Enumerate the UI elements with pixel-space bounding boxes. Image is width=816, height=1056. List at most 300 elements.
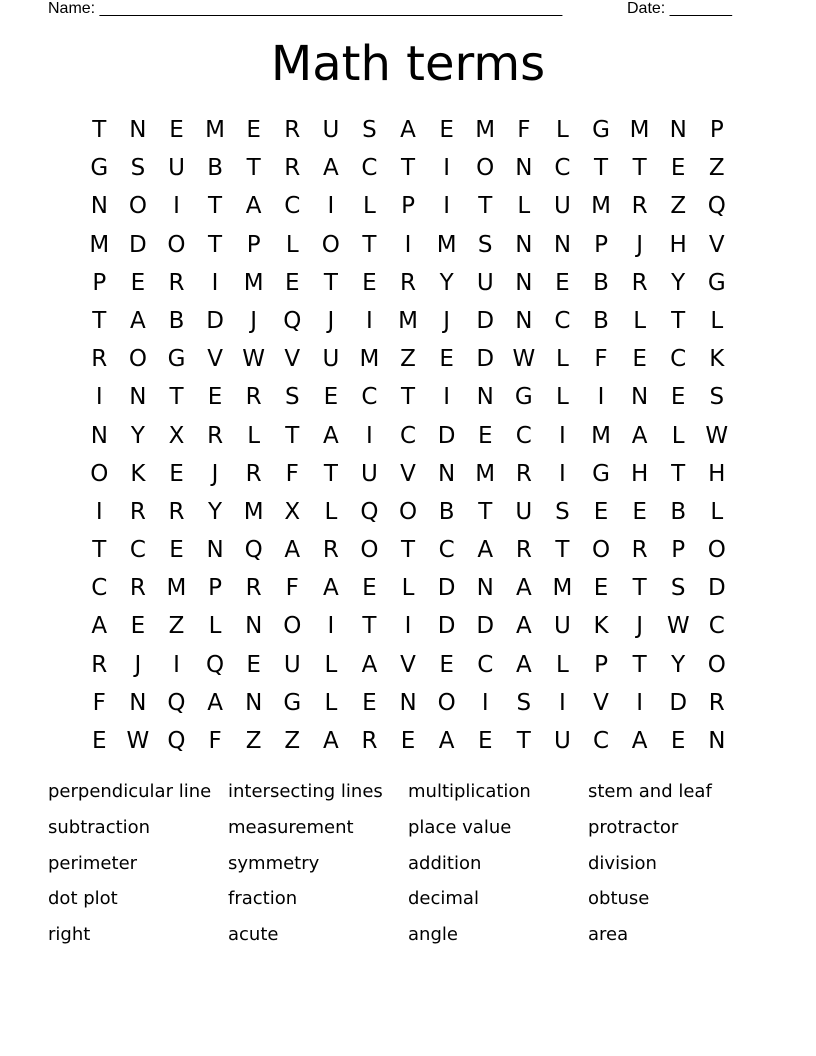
word-list-item: angle: [408, 924, 458, 946]
grid-letter: H: [630, 460, 649, 487]
grid-letter: E: [284, 269, 300, 296]
grid-letter: N: [515, 155, 533, 182]
grid-letter: C: [515, 422, 532, 449]
grid-letter: C: [361, 155, 378, 182]
grid-letter: R: [708, 689, 725, 716]
grid-letter: M: [552, 575, 573, 602]
grid-letter: P: [594, 651, 608, 678]
grid-letter: N: [515, 231, 533, 258]
grid-letter: D: [206, 307, 224, 334]
grid-letter: A: [515, 651, 532, 678]
grid-letter: T: [92, 537, 107, 564]
grid-letter: M: [398, 307, 418, 334]
grid-letter: R: [631, 537, 648, 564]
grid-letter: T: [632, 575, 647, 602]
grid-letter: D: [476, 307, 495, 334]
grid-letter: Y: [130, 422, 145, 449]
grid-letter: R: [322, 537, 339, 564]
grid-letter: L: [324, 689, 338, 716]
grid-letter: I: [597, 384, 605, 411]
grid-letter: N: [206, 537, 224, 564]
grid-letter: T: [478, 193, 493, 220]
grid-letter: O: [437, 689, 456, 716]
word-list-item: intersecting lines: [228, 781, 383, 802]
grid-letter: T: [671, 460, 686, 487]
word-list-item: addition: [408, 852, 482, 874]
word-list-item: multiplication: [408, 781, 531, 802]
grid-letter: Z: [708, 155, 725, 182]
grid-letter: U: [554, 728, 571, 754]
grid-letter: J: [211, 460, 219, 487]
grid-letter: L: [517, 193, 531, 220]
grid-letter: D: [437, 575, 456, 602]
grid-letter: R: [245, 384, 262, 411]
word-list-item: dot plot: [48, 888, 118, 910]
grid-letter: I: [173, 193, 180, 220]
grid-letter: A: [245, 193, 262, 220]
grid-letter: U: [554, 193, 571, 220]
grid-letter: B: [593, 307, 609, 334]
grid-letter: M: [89, 231, 110, 258]
grid-letter: T: [208, 231, 223, 258]
grid-letter: B: [670, 498, 687, 525]
grid-letter: M: [166, 575, 187, 602]
grid-letter: R: [168, 498, 185, 525]
grid-letter: G: [283, 689, 302, 716]
word-list-item: right: [48, 924, 91, 946]
grid-letter: G: [514, 384, 533, 411]
grid-letter: G: [592, 117, 610, 143]
grid-letter: M: [436, 231, 457, 258]
grid-letter: T: [401, 155, 416, 182]
grid-letter: O: [321, 231, 340, 258]
grid-letter: N: [631, 384, 649, 411]
word-list-item: subtraction: [48, 816, 151, 838]
grid-letter: T: [516, 728, 531, 754]
grid-letter: Y: [671, 269, 686, 296]
grid-letter: Q: [206, 651, 225, 678]
grid-letter: W: [126, 728, 150, 754]
grid-letter: W: [666, 613, 690, 640]
grid-letter: M: [243, 269, 264, 296]
grid-letter: R: [400, 269, 417, 296]
grid-letter: N: [476, 575, 494, 602]
grid-letter: A: [400, 117, 416, 143]
grid-letter: T: [92, 307, 107, 334]
grid-letter: E: [362, 689, 377, 716]
grid-letter: O: [167, 231, 186, 258]
grid-letter: O: [707, 651, 726, 678]
grid-letter: A: [130, 307, 146, 334]
grid-letter: T: [632, 651, 647, 678]
letter-grid: [80, 111, 736, 760]
grid-letter: K: [709, 346, 725, 373]
grid-letter: Y: [208, 498, 223, 525]
grid-letter: N: [476, 384, 494, 411]
grid-letter: B: [168, 307, 185, 334]
grid-letter: T: [323, 269, 338, 296]
grid-letter: F: [285, 575, 299, 602]
page-title: Math terms: [270, 36, 546, 92]
word-list-item: protractor: [588, 816, 679, 838]
grid-letter: E: [439, 346, 454, 373]
grid-letter: C: [477, 651, 494, 678]
grid-letter: L: [710, 307, 724, 334]
grid-letter: J: [134, 651, 142, 678]
grid-letter: D: [669, 689, 688, 716]
grid-letter: L: [401, 575, 415, 602]
grid-letter: P: [208, 575, 223, 602]
grid-letter: Z: [670, 193, 687, 220]
grid-letter: D: [707, 575, 726, 602]
grid-letter: T: [555, 537, 570, 564]
grid-letter: Q: [167, 689, 186, 716]
grid-letter: T: [401, 384, 416, 411]
grid-letter: E: [246, 651, 261, 678]
grid-letter: A: [631, 728, 648, 754]
grid-letter: S: [516, 689, 532, 716]
grid-letter: E: [362, 269, 377, 296]
grid-letter: R: [129, 498, 146, 525]
grid-letter: F: [517, 117, 531, 143]
grid-letter: I: [559, 460, 566, 487]
word-list-item: decimal: [408, 888, 479, 910]
grid-letter: F: [594, 346, 608, 373]
grid-letter: Y: [439, 269, 454, 296]
grid-letter: A: [361, 651, 378, 678]
grid-letter: A: [515, 613, 532, 640]
grid-letter: E: [593, 575, 609, 602]
word-list-item: division: [588, 852, 657, 874]
grid-letter: U: [476, 269, 494, 296]
grid-letter: D: [476, 613, 495, 640]
grid-letter: F: [92, 689, 106, 716]
grid-letter: N: [669, 117, 687, 143]
grid-letter: Z: [284, 728, 301, 754]
grid-letter: R: [129, 575, 146, 602]
grid-letter: P: [709, 117, 724, 143]
grid-letter: P: [671, 537, 686, 564]
grid-letter: R: [91, 651, 108, 678]
grid-letter: K: [593, 613, 609, 640]
grid-letter: O: [360, 537, 379, 564]
grid-letter: O: [283, 613, 302, 640]
grid-letter: T: [362, 231, 377, 258]
grid-letter: C: [400, 422, 417, 449]
grid-letter: E: [670, 384, 686, 411]
grid-letter: Q: [360, 498, 379, 525]
grid-letter: R: [207, 422, 224, 449]
grid-letter: T: [246, 155, 261, 182]
grid-letter: I: [173, 651, 180, 678]
grid-letter: N: [708, 728, 726, 754]
grid-letter: T: [632, 155, 647, 182]
word-list-item: obtuse: [588, 888, 650, 910]
grid-letter: T: [169, 384, 184, 411]
grid-letter: O: [398, 498, 418, 525]
grid-letter: J: [327, 307, 335, 334]
grid-letter: R: [631, 269, 648, 296]
grid-letter: E: [130, 269, 146, 296]
grid-letter: O: [128, 346, 147, 373]
grid-letter: L: [363, 193, 376, 220]
grid-letter: C: [554, 307, 571, 334]
grid-letter: N: [245, 613, 263, 640]
grid-letter: U: [322, 117, 340, 143]
grid-letter: U: [515, 498, 533, 525]
grid-letter: M: [205, 117, 225, 143]
grid-letter: G: [167, 346, 186, 373]
grid-letter: C: [554, 155, 571, 182]
grid-letter: N: [245, 689, 263, 716]
grid-letter: D: [437, 613, 456, 640]
word-list-item: acute: [228, 924, 279, 946]
grid-letter: T: [478, 498, 493, 525]
grid-letter: N: [515, 307, 533, 334]
grid-letter: I: [211, 269, 219, 296]
word-list: [48, 778, 768, 957]
grid-letter: C: [129, 537, 146, 564]
grid-letter: T: [208, 193, 223, 220]
grid-letter: R: [631, 193, 648, 220]
grid-letter: S: [362, 117, 377, 143]
grid-letter: Z: [168, 613, 185, 640]
grid-letter: S: [284, 384, 300, 411]
grid-letter: I: [366, 307, 373, 334]
grid-letter: I: [327, 193, 335, 220]
grid-letter: L: [556, 384, 569, 411]
grid-letter: V: [400, 651, 416, 678]
grid-letter: M: [243, 498, 264, 525]
grid-letter: H: [708, 460, 726, 487]
grid-letter: B: [207, 155, 223, 182]
grid-letter: I: [443, 193, 451, 220]
grid-letter: I: [327, 613, 335, 640]
grid-letter: F: [208, 728, 222, 754]
grid-letter: C: [438, 537, 455, 564]
grid-letter: E: [169, 117, 184, 143]
grid-letter: G: [592, 460, 610, 487]
grid-letter: O: [128, 193, 147, 220]
grid-letter: E: [555, 269, 570, 296]
grid-letter: L: [208, 613, 222, 640]
grid-letter: E: [400, 728, 416, 754]
grid-letter: S: [555, 498, 570, 525]
grid-letter: M: [359, 346, 380, 373]
grid-letter: T: [285, 422, 300, 449]
grid-letter: P: [92, 269, 107, 296]
grid-letter: Z: [400, 346, 416, 373]
grid-letter: I: [95, 498, 103, 525]
grid-letter: U: [283, 651, 301, 678]
grid-letter: L: [556, 346, 569, 373]
grid-letter: I: [559, 422, 566, 449]
grid-letter: L: [633, 307, 647, 334]
date-field-label: Date: _______: [627, 0, 732, 17]
grid-letter: M: [591, 193, 611, 220]
grid-letter: W: [512, 346, 536, 373]
grid-letter: E: [92, 728, 107, 754]
grid-letter: A: [477, 537, 494, 564]
grid-letter: E: [632, 498, 647, 525]
grid-letter: E: [593, 498, 609, 525]
grid-letter: E: [323, 384, 339, 411]
grid-letter: F: [285, 460, 299, 487]
grid-letter: M: [475, 117, 496, 143]
grid-letter: N: [438, 460, 456, 487]
grid-letter: E: [130, 613, 146, 640]
grid-letter: R: [245, 575, 262, 602]
grid-letter: I: [95, 384, 103, 411]
grid-letter: S: [477, 231, 493, 258]
grid-letter: T: [323, 460, 338, 487]
grid-letter: E: [477, 728, 493, 754]
grid-letter: D: [476, 346, 495, 373]
grid-letter: I: [636, 689, 643, 716]
grid-letter: L: [671, 422, 685, 449]
grid-letter: T: [92, 117, 107, 143]
grid-letter: G: [90, 155, 109, 182]
grid-letter: M: [629, 117, 650, 143]
grid-letter: E: [169, 460, 184, 487]
grid-letter: E: [169, 537, 184, 564]
grid-letter: U: [554, 613, 571, 640]
grid-letter: A: [91, 613, 108, 640]
grid-letter: R: [361, 728, 378, 754]
grid-letter: L: [285, 231, 299, 258]
word-list-item: place value: [408, 816, 512, 838]
grid-letter: M: [591, 422, 611, 449]
grid-letter: Q: [707, 193, 726, 220]
grid-letter: E: [207, 384, 223, 411]
word-list-item: fraction: [228, 888, 298, 910]
grid-letter: O: [476, 155, 495, 182]
grid-letter: L: [556, 651, 569, 678]
grid-letter: P: [401, 193, 415, 220]
grid-letter: J: [636, 231, 643, 258]
grid-letter: I: [443, 384, 451, 411]
grid-letter: B: [438, 498, 455, 525]
grid-letter: K: [130, 460, 146, 487]
grid-letter: V: [708, 231, 725, 258]
grid-letter: I: [366, 422, 373, 449]
grid-letter: E: [439, 651, 454, 678]
grid-letter: R: [91, 346, 108, 373]
grid-letter: N: [129, 689, 147, 716]
grid-letter: I: [481, 689, 489, 716]
grid-letter: Q: [167, 728, 186, 754]
grid-letter: E: [670, 155, 686, 182]
grid-letter: J: [443, 307, 451, 334]
grid-letter: N: [399, 689, 417, 716]
grid-letter: V: [593, 689, 609, 716]
grid-letter: L: [710, 498, 724, 525]
grid-letter: T: [671, 307, 686, 334]
grid-letter: T: [401, 537, 416, 564]
word-list-item: measurement: [228, 816, 354, 838]
word-list-item: perimeter: [48, 852, 138, 874]
grid-letter: A: [438, 728, 455, 754]
grid-letter: J: [250, 307, 258, 334]
grid-letter: V: [284, 346, 301, 373]
grid-letter: T: [362, 613, 377, 640]
grid-letter: U: [361, 460, 378, 487]
grid-letter: E: [362, 575, 377, 602]
grid-letter: A: [515, 575, 532, 602]
grid-letter: P: [594, 231, 608, 258]
grid-letter: L: [324, 651, 338, 678]
grid-letter: M: [475, 460, 496, 487]
grid-letter: L: [556, 117, 569, 143]
grid-letter: L: [324, 498, 338, 525]
word-list-item: perpendicular line: [48, 781, 212, 802]
grid-letter: H: [669, 231, 687, 258]
grid-letter: A: [207, 689, 223, 716]
grid-letter: C: [592, 728, 610, 754]
grid-letter: R: [245, 460, 262, 487]
grid-letter: R: [168, 269, 185, 296]
grid-letter: N: [515, 269, 533, 296]
grid-letter: C: [284, 193, 301, 220]
grid-letter: Z: [245, 728, 262, 754]
grid-letter: R: [284, 155, 301, 182]
grid-letter: S: [670, 575, 686, 602]
grid-letter: N: [90, 193, 108, 220]
grid-letter: R: [515, 537, 532, 564]
grid-letter: S: [130, 155, 146, 182]
grid-letter: I: [443, 155, 451, 182]
grid-letter: W: [242, 346, 266, 373]
grid-letter: N: [553, 231, 572, 258]
grid-letter: D: [129, 231, 147, 258]
grid-letter: C: [361, 384, 378, 411]
worksheet-header: [0, 0, 816, 20]
grid-letter: O: [591, 537, 611, 564]
grid-letter: R: [284, 117, 301, 143]
grid-letter: X: [168, 422, 185, 449]
grid-letter: G: [707, 269, 726, 296]
grid-letter: E: [439, 117, 454, 143]
grid-letter: E: [477, 422, 493, 449]
word-list-item: stem and leaf: [588, 781, 712, 802]
grid-letter: A: [284, 537, 301, 564]
grid-letter: U: [168, 155, 185, 182]
grid-letter: A: [322, 155, 339, 182]
grid-letter: C: [670, 346, 687, 373]
grid-letter: Y: [671, 651, 686, 678]
grid-letter: E: [246, 117, 261, 143]
grid-letter: I: [404, 613, 412, 640]
grid-letter: A: [322, 728, 339, 754]
grid-letter: C: [91, 575, 108, 602]
grid-letter: D: [437, 422, 456, 449]
grid-letter: P: [246, 231, 261, 258]
grid-letter: L: [247, 422, 261, 449]
grid-letter: B: [593, 269, 609, 296]
grid-letter: I: [404, 231, 412, 258]
grid-letter: Q: [283, 307, 302, 334]
grid-letter: A: [631, 422, 648, 449]
name-field-label: Name: ____________________________________________________: [48, 0, 563, 17]
grid-letter: U: [322, 346, 340, 373]
word-list-item: area: [588, 924, 629, 946]
grid-letter: N: [129, 384, 147, 411]
grid-letter: O: [90, 460, 109, 487]
grid-letter: I: [559, 689, 566, 716]
grid-letter: W: [705, 422, 729, 449]
word-list-item: symmetry: [228, 852, 320, 874]
grid-letter: O: [707, 537, 726, 564]
